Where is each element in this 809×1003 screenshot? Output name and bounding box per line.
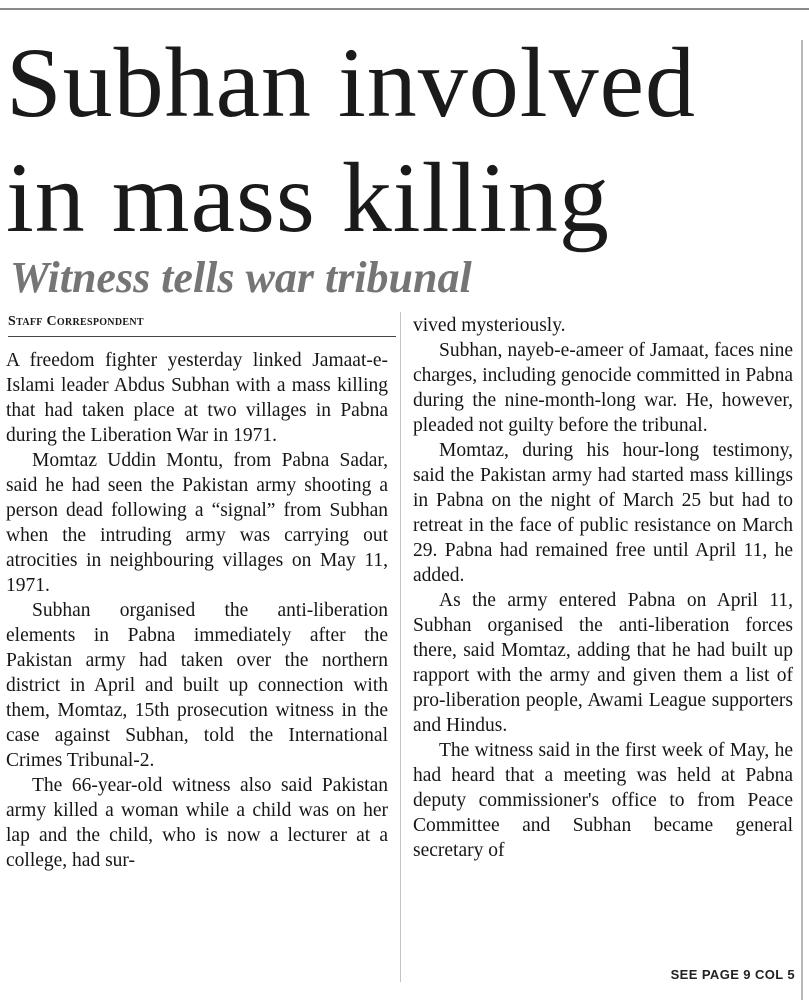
paragraph: Subhan organised the anti-liberation elements in Pabna immediately after the Pakistan army had taken over the northern district in April and built up connection with them, Momtaz, 15th prosecution witness in the case against Subhan, told the International Crimes Tribunal-2.	[6, 600, 388, 771]
paragraph: As the army entered Pabna on April 11, Subhan organised the anti-liberation forces there, said Momtaz, adding that he had built up rapport with the army and given them a list of pro-liberation people, Awami League supporters and Hindus.	[413, 590, 793, 736]
paragraph: A freedom fighter yesterday linked Jamaat-e-Islami leader Abdus Subhan with a mass killing that had taken place at two villages in Pabna during the Liberation War in 1971.	[6, 350, 388, 446]
paragraph: The witness said in the first week of May, he had heard that a meeting was held at Pabna deputy commissioner's office to from Peace Committee and Subhan became general secretary of	[413, 740, 793, 861]
paragraph-continued: vived mysteriously.	[413, 315, 566, 336]
article-column-right	[413, 313, 793, 863]
adjacent-column-edge	[801, 40, 803, 1000]
headline-line-2: in mass killing	[6, 142, 610, 253]
paragraph: Momtaz Uddin Montu, from Pabna Sadar, said he had seen the Pakistan army shooting a person dead following a “signal” from Subhan when the intruding army was carrying out atrocities in neighbouring villages on May 11, 1971.	[6, 450, 388, 596]
top-rule	[0, 8, 809, 10]
paragraph: Momtaz, during his hour-long testimony, said the Pakistan army had started mass killings in Pabna on the night of March 25 but had to retreat in the face of public resistance on March 29. Pabna had remained free until April 11, he added.	[413, 440, 793, 586]
column-divider	[400, 312, 401, 982]
byline-rule	[8, 336, 396, 337]
paragraph: The 66-year-old witness also said Pakistan army killed a woman while a child was on her lap and the child, who is now a lecturer at a college, had sur-	[6, 775, 388, 871]
subheadline: Witness tells war tribunal	[10, 253, 472, 302]
continued-on-jump-line: SEE PAGE 9 COL 5	[670, 967, 795, 982]
byline: Staff Correspondent	[8, 314, 144, 329]
article-column-left	[6, 348, 388, 873]
headline-line-1: Subhan involved	[6, 27, 696, 138]
paragraph: Subhan, nayeb-e-ameer of Jamaat, faces nine charges, including genocide committed in Pabna during the nine-month-long war. He, however, pleaded not guilty before the tribunal.	[413, 340, 793, 436]
